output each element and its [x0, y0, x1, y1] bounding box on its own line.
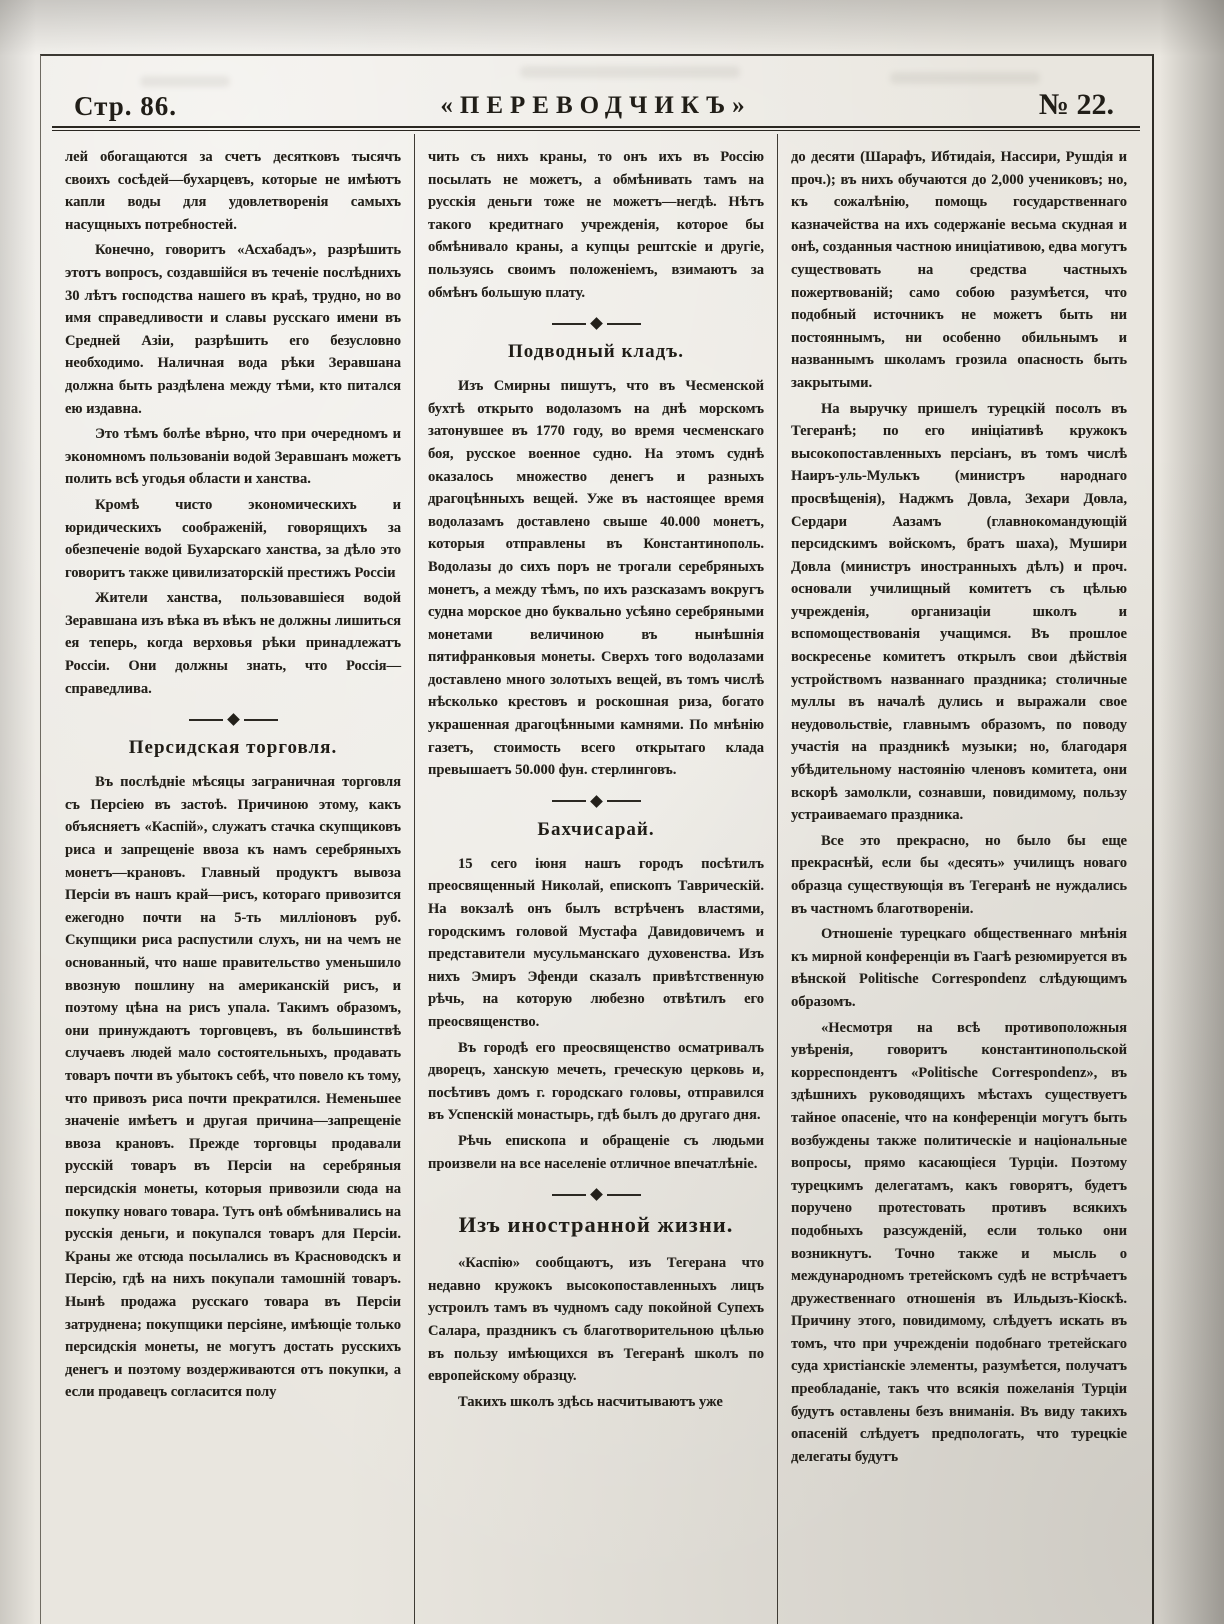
- paragraph: Конечно, говоритъ «Асхабадъ», разрѣшить этотъ вопросъ, создавшійся въ теченіе послѣднихъ 30 лѣтъ господства нашего въ краѣ, трудно, но во имя справедливости и славы русскаго имени въ Средней Азіи, разрѣшить его безусловно необходимо. Наличная вода рѣки Зеравшана должна быть раздѣлена между тѣми, кто питался ею издавна.: [65, 242, 401, 417]
- scan-edge-shading-right: [1160, 0, 1224, 1624]
- separator-line: [552, 323, 586, 325]
- separator-line: [552, 1194, 586, 1196]
- section-heading: Персидская торговля.: [128, 737, 338, 759]
- paragraph: до десяти (Шарафъ, Ибтидаія, Нассири, Рушдія и проч.); въ нихъ обучаются до 2,000 учениковъ; но, къ сожалѣнію, помощь государственнаго казначейства на ихъ содержаніе весьма скудная и онѣ, созданныя частною иниціативою, едва могутъ существовать на средства частныхъ пожертвованій; само собою разумѣется, что подобный источникъ не можетъ быть ни постояннымъ, ни особенно обильнымъ и названнымъ школамъ грозила опасность быть закрытыми.: [791, 149, 1127, 391]
- column-3: [777, 134, 1140, 1624]
- paragraph: чить съ нихъ краны, то онъ ихъ въ Россію посылать не можетъ, а обмѣнивать тамъ на русскія деньги тоже не можетъ—негдѣ. Нѣтъ такого кредитнаго учрежденія, которое бы обмѣнивало краны, а купцы рештскіе и другіе, пользуясь своимъ положеніемъ, взимаютъ за обмѣнъ большую плату.: [428, 149, 764, 301]
- column-1: [52, 134, 414, 1624]
- section-separator: [428, 797, 764, 806]
- paragraph: Изъ Смирны пишутъ, что въ Чесменской бухтѣ открыто водолазомъ на днѣ морскомъ затонувшее въ 1770 году, во время чесменскаго боя, русское военное судно. На этомъ суднѣ оказалось множество денегъ и разныхъ драгоцѣнныхъ вещей. Уже въ настоящее время водолазамъ доставлено свыше 40.000 монетъ, которыя отправлены въ Константинополь. Водолазы до сихъ поръ не трогали серебряныхъ монетъ, а между тѣмъ, по ихъ разсказамъ вокругъ судна морское дно буквально усѣяно серебряными монетами величиною въ нынѣшнія пятифранковыя монеты. Сверхъ того водолазами доставлено много золотыхъ вещей, въ томъ числѣ нѣсколько крестовъ и роскошная риза, богато украшенная драгоцѣнными камнями. По мнѣнію газетъ, стоимость всего открытаго клада превышаетъ 50.000 фун. стерлинговъ.: [428, 378, 764, 779]
- paragraph: Все это прекрасно, но было бы еще прекраснѣй, если бы «десять» училищъ новаго образца существующія въ Тегеранѣ не нуждались въ частномъ благотвореніи.: [791, 832, 1127, 917]
- paragraph: Въ городѣ его преосвященство осматривалъ дворецъ, ханскую мечеть, греческую церковь и, посѣтивъ домъ г. городскаго головы, отправился въ Успенскій монастырь, гдѣ былъ до другаго дня.: [428, 1039, 764, 1124]
- paragraph: Это тѣмъ болѣе вѣрно, что при очередномъ и экономномъ пользованіи водой Зеравшанъ можетъ полить всѣ угодья области и ханства.: [65, 426, 401, 488]
- diamond-icon: [590, 1188, 603, 1201]
- paragraph: Рѣчь епископа и обращеніе съ людьми произвели на все населеніе отличное впечатлѣніе.: [428, 1132, 764, 1172]
- separator-line: [607, 800, 641, 802]
- section-heading: Бахчисарай.: [537, 818, 655, 840]
- paragraph: лей обогащаются за счетъ десятковъ тысячъ своихъ сосѣдей—бухарцевъ, которые не имѣютъ капли воды для удовлетворенія самыхъ насущныхъ потребностей.: [65, 149, 401, 233]
- paragraph: Кромѣ чисто экономическихъ и юридическихъ соображеній, говорящихъ за обезпеченіе водой Бухарскаго ханства, за дѣло это говоритъ также цивилизаторскій престижъ Россіи: [65, 496, 401, 581]
- section-separator: [65, 715, 401, 724]
- paragraph: Жители ханства, пользовавшіеся водой Зеравшана изъ вѣка въ вѣкъ не должны лишиться ея теперь, когда верховья рѣки принадлежатъ Россіи. Они должны знать, что Россія—справедлива.: [65, 590, 401, 697]
- diamond-icon: [590, 795, 603, 808]
- page-header: [52, 76, 1140, 122]
- section-separator: [428, 1190, 764, 1199]
- section-heading: Изъ иностранной жизни.: [458, 1212, 734, 1238]
- separator-line: [189, 719, 223, 721]
- scan-edge-shading-left: [0, 0, 36, 1624]
- paragraph: «Несмотря на всѣ противоположныя увѣренія, говоритъ константинопольской корреспондентъ «Politische Correspondenz», въ здѣшнихъ руководящихъ мѣстахъ существуетъ тайное опасеніе, что на конференціи могутъ быть возбуждены также политическіе и національные вопросы, прямо касающіеся Турціи. Поэтому турецкимъ делегатамъ, какъ говорятъ, будетъ поручено протестовать противъ всякихъ подобныхъ разсужденій, если только они возникнутъ. Точно также и мысль о международномъ третейскомъ судѣ не встрѣчаетъ дружественнаго отношенія въ Ильдызъ-Кіоскѣ. Причину этого, повидимому, слѣдуетъ искать въ томъ, что при учрежденіи подобнаго третейскаго суда христіанскіе элементы, разумѣется, получатъ преобладаніе, такъ что всякія пожеланія Турціи будутъ оставлены безъ вниманія. Въ виду такихъ опасеній слѣдуетъ предпологать, что турецкіе делегаты будутъ: [791, 1019, 1127, 1465]
- column-2: [414, 134, 777, 1624]
- issue-number: № 22.: [1038, 88, 1114, 121]
- separator-line: [607, 1194, 641, 1196]
- masthead-title: «ПЕРЕВОДЧИКЪ»: [440, 92, 752, 119]
- separator-line: [244, 719, 278, 721]
- separator-line: [552, 800, 586, 802]
- columns-container: [52, 134, 1140, 1624]
- paragraph: Въ послѣдніе мѣсяцы заграничная торговля съ Персіею въ застоѣ. Причиною этому, какъ объясняетъ «Каспій», служатъ стачка скупщиковъ риса и запрещеніе ввоза къ намъ серебряныхъ монетъ—крановъ. Главный продуктъ вывоза Персіи въ нашъ край—рисъ, котораго привозится ежегодно почти на 5-ть милліоновъ руб. Скупщики риса распустили слухъ, ни на чемъ не основанный, что наше правительство уменьшило ввозную пошлину на американскій рисъ, и поэтому цѣна на рисъ упала. Такимъ образомъ, они принуждаютъ торговцевъ, въ большинствѣ случаевъ людей мало состоятельныхъ, продавать товаръ почти въ убытокъ себѣ, что повело къ тому, что привозъ риса почти прекратился. Неменьшее значеніе имѣетъ и другая причина—запрещеніе ввоза крановъ. Прежде торговцы продавали русскій товаръ въ Персіи на серебряныя персидскія монеты, которыя привозили сюда на покупку новаго товара. Тутъ онѣ обмѣнивались на русскія деньги, и покупался товаръ для Персіи. Краны же отсюда посылались въ Красноводскъ и Персію, гдѣ на нихъ покупали тамошній товаръ. Нынѣ продажа русскаго товара въ Персіи затруднена; покупщики персіяне, имѣющіе только персидскія монеты, не могутъ достать русскихъ денегъ и поэтому воздерживаются отъ покупки, а если продавецъ согласится полу: [65, 774, 401, 1401]
- paragraph: Отношеніе турецкаго общественнаго мнѣнія къ мирной конференціи въ Гаагѣ резюмируется въ вѣнской Politische Correspondenz слѣдующимъ образомъ.: [791, 926, 1127, 1010]
- section-separator: [428, 319, 764, 328]
- section-heading: Подводный кладъ.: [507, 341, 685, 363]
- diamond-icon: [227, 713, 240, 726]
- scan-edge-shading-top: [0, 0, 1224, 56]
- page-number: Стр. 86.: [74, 91, 178, 121]
- paragraph: Такихъ школъ здѣсь насчитываютъ уже: [458, 1393, 723, 1410]
- paragraph: 15 сего іюня нашъ городъ посѣтилъ преосвященный Николай, епископъ Таврическій. На вокзалѣ онъ былъ встрѣченъ властями, городскимъ головой Мустафа Давидовичемъ и представители мусульманскаго духовенства. Изъ нихъ Эмиръ Эфенди сказалъ привѣтственную рѣчь, на которую любезно отвѣтилъ его преосвященство.: [428, 855, 764, 1030]
- separator-line: [607, 323, 641, 325]
- paragraph: На выручку пришелъ турецкій посолъ въ Тегеранѣ; по его иніціативѣ кружокъ высокопоставленныхъ персіанъ, въ томъ числѣ Наиръ-уль-Мулькъ (министръ народнаго просвѣщенія), Наджмъ Довла, Зехари Довла, Сердари Аазамъ (главнокомандующій персидскимъ войскомъ, братъ шаха), Мушири Довла (министръ иностранныхъ дѣлъ) и проч. основали училищный комитетъ съ цѣлью учрежденія, организаціи школъ и вспомоществованія учащимся. Въ прошлое воскресенье комитетъ открылъ свои дѣйствія устройствомъ названнаго праздника; столичные муллы въ началѣ дулись и выражали свое неудовольствіе, главнымъ образомъ, по поводу участія на праздникѣ музыки; но, благодаря убѣдительному настоянію членовъ комитета, они вскорѣ замолкли, сознавши, повидимому, пользу устраиваемаго праздника.: [791, 400, 1127, 824]
- diamond-icon: [590, 317, 603, 330]
- paragraph: «Каспію» сообщаютъ, изъ Тегерана что недавно кружокъ высокопоставленныхъ лицъ устроилъ тамъ въ чудномъ саду покойной Супехъ Салара, праздникъ съ благотворительною цѣлью въ пользу имѣющихся въ Тегеранѣ школъ по европейскому образцу.: [428, 1255, 764, 1385]
- header-double-rule: [52, 126, 1140, 131]
